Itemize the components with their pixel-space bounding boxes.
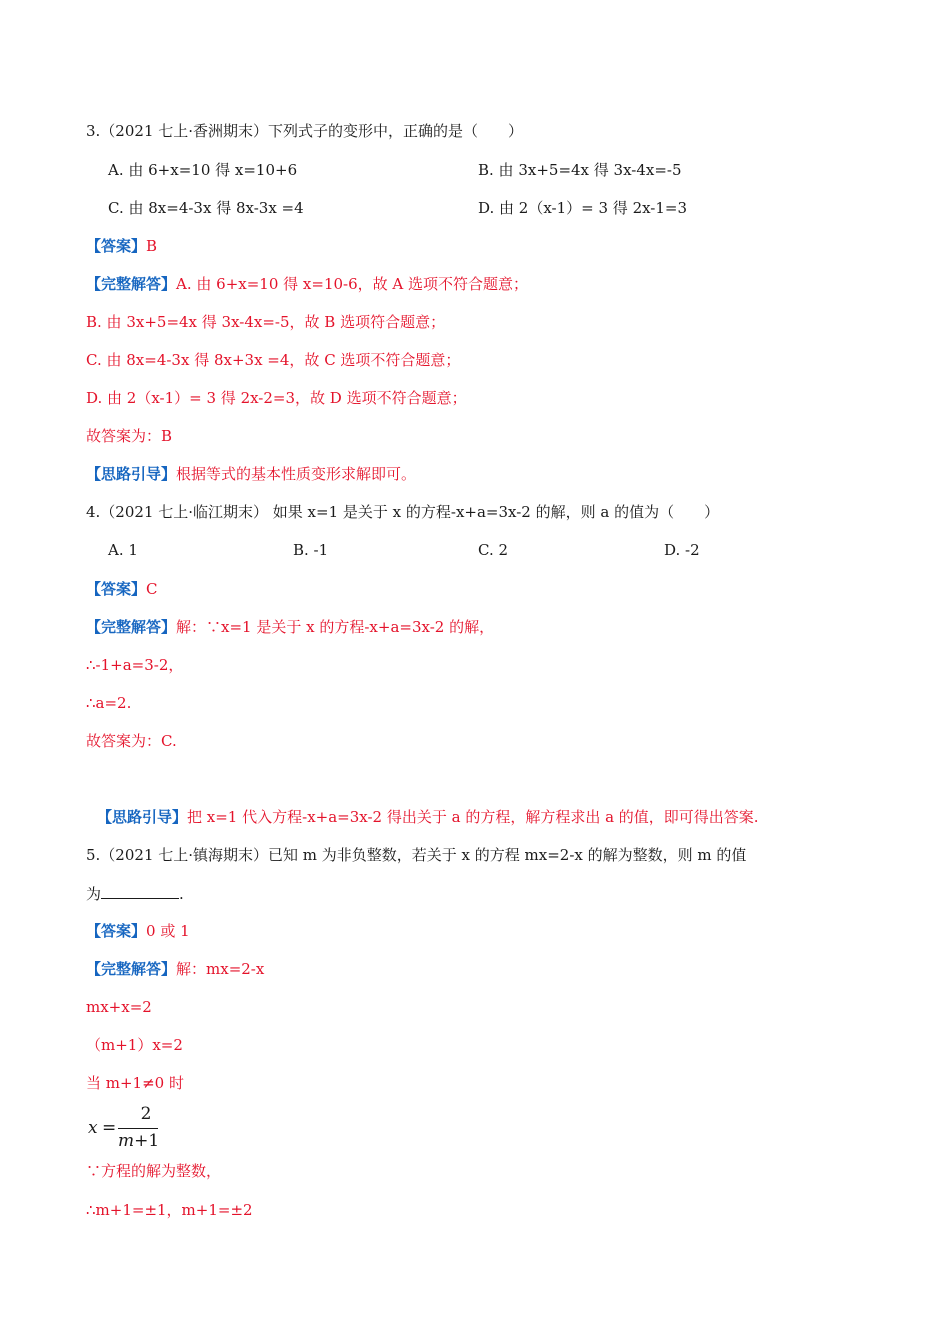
q4-option-d: D. -2 (664, 541, 700, 559)
q3-hint-row (86, 463, 416, 485)
q5-stem-line2 (86, 882, 184, 904)
q4-solution-row (86, 616, 494, 638)
answer-tag: 【答案】 (86, 237, 147, 255)
fraction-bar (118, 1128, 158, 1129)
q3-solution-line: A. 由 6+x=10 得 x=10-6，故 A 选项不符合题意； (176, 275, 529, 293)
q4-option-c: C. 2 (478, 541, 509, 559)
q4-option-b: B. -1 (293, 541, 329, 559)
q4-solution-line: 故答案为：C. (86, 732, 177, 750)
q4-solution-line: ∴a=2. (86, 694, 132, 712)
q4-stem: 4.（2021 七上·临江期末） 如果 x=1 是关于 x 的方程-x+a=3x-2 的解，则 a 的值为（ ） (86, 503, 720, 521)
hint-tag: 【思路引导】 (97, 808, 188, 826)
answer-blank (101, 882, 179, 899)
q4-option-a: A. 1 (108, 541, 138, 559)
solution-tag: 【完整解答】 (86, 960, 177, 978)
q5-answer-row (86, 920, 190, 942)
q3-solution-line: 故答案为：B (86, 427, 173, 445)
formula-denominator (118, 1131, 162, 1151)
q5-solution-line: ∵方程的解为整数， (86, 1162, 222, 1180)
q4-solution-line: 解：∵x=1 是关于 x 的方程-x+a=3x-2 的解， (176, 618, 495, 636)
q5-stem-suffix: . (179, 885, 184, 903)
hint-tag: 【思路引导】 (86, 465, 177, 483)
q5-solution-line: 解：mx=2-x (176, 960, 265, 978)
q3-option-b: B. 由 3x+5=4x 得 3x-4x=-5 (478, 161, 682, 179)
q3-option-a: A. 由 6+x=10 得 x=10+6 (108, 161, 298, 179)
q4-answer-row (86, 578, 158, 600)
q5-solution-line: ∴m+1=±1，m+1=±2 (86, 1201, 253, 1219)
q3-solution-line: B. 由 3x+5=4x 得 3x-4x=-5，故 B 选项符合题意； (86, 313, 446, 331)
q3-hint: 根据等式的基本性质变形求解即可。 (176, 465, 417, 483)
q3-option-d: D. 由 2（x-1）= 3 得 2x-1=3 (478, 199, 688, 217)
formula-equals: = (102, 1118, 117, 1138)
formula-denominator-rest: +1 (134, 1131, 160, 1151)
q3-answer-row (86, 235, 157, 257)
q5-stem-line1: 5.（2021 七上·镇海期末）已知 m 为非负整数，若关于 x 的方程 mx=2-x 的解为整数，则 m 的值 (86, 846, 747, 864)
q4-solution-line: ∴-1+a=3-2， (86, 656, 184, 674)
q3-solution-line: C. 由 8x=4-3x 得 8x+3x =4，故 C 选项不符合题意； (86, 351, 461, 369)
q5-solution-line: 当 m+1≠0 时 (86, 1074, 184, 1092)
q3-solution-line: D. 由 2（x-1）= 3 得 2x-2=3，故 D 选项不符合题意； (86, 389, 467, 407)
answer-tag: 【答案】 (86, 922, 147, 940)
solution-tag: 【完整解答】 (86, 618, 177, 636)
formula-lhs: x (88, 1118, 98, 1138)
q5-solution-line: （m+1）x=2 (86, 1036, 183, 1054)
formula-denominator-var: m (118, 1131, 135, 1151)
q4-hint: 把 x=1 代入方程-x+a=3x-2 得出关于 a 的方程，解方程求出 a 的值，即可得出答案. (187, 808, 759, 826)
q3-option-c: C. 由 8x=4-3x 得 8x-3x =4 (108, 199, 304, 217)
q3-answer: B (146, 237, 158, 255)
q4-answer: C (146, 580, 158, 598)
answer-tag: 【答案】 (86, 580, 147, 598)
formula-numerator: 2 (140, 1104, 152, 1124)
solution-tag: 【完整解答】 (86, 275, 177, 293)
q5-stem-prefix: 为 (86, 885, 102, 903)
q3-solution-row (86, 273, 528, 295)
q5-solution-row (86, 958, 264, 980)
q3-stem: 3.（2021 七上·香洲期末）下列式子的变形中，正确的是（ ） (86, 122, 524, 140)
q4-hint-row (97, 806, 759, 828)
q5-solution-line: mx+x=2 (86, 998, 152, 1016)
q5-answer: 0 或 1 (146, 922, 190, 940)
